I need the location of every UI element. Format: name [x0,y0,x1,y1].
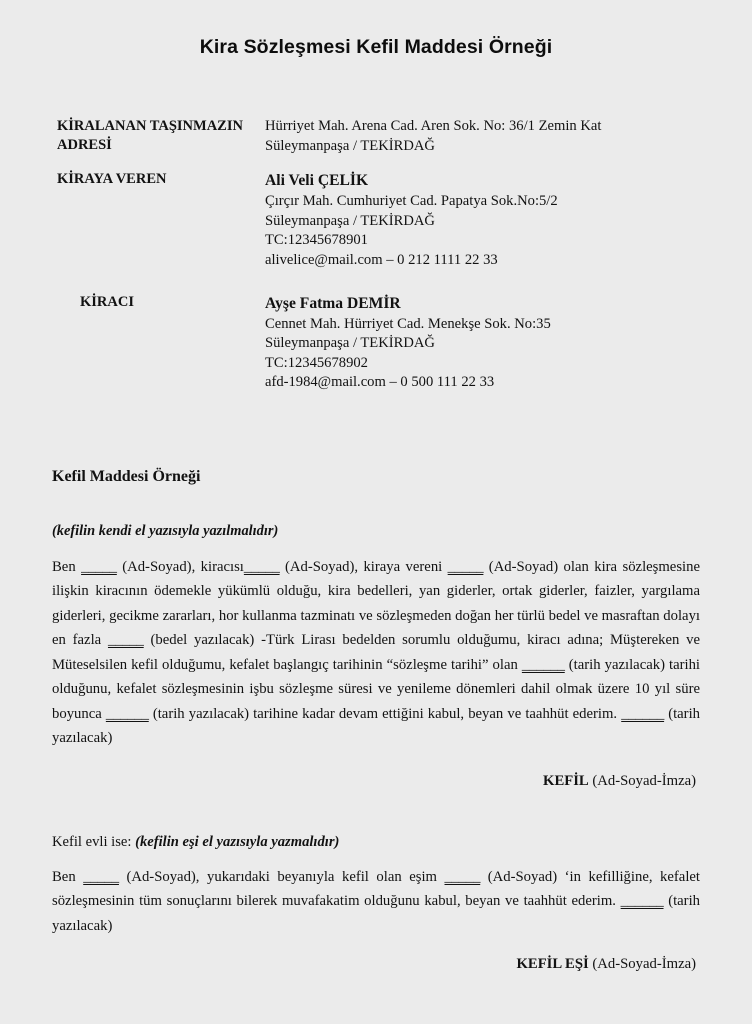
spouse-handwriting-note: (kefilin eşi el yazısıyla yazmalıdır) [135,833,340,850]
fill-in-blank: _____ [447,558,484,575]
party-row-property-address [50,117,702,156]
fill-in-blank: ______ [621,705,665,722]
party-row-tenant [50,293,702,393]
party-label-property-address: KİRALANAN TAŞINMAZIN ADRESİ [57,118,243,153]
spouse-section-intro [50,834,702,851]
tenant-address-line: Süleymanpaşa / TEKİRDAĞ [265,335,435,352]
party-label-landlord: KİRAYA VEREN [57,171,167,188]
section-heading-guarantor: Kefil Maddesi Örneği [52,467,201,485]
tenant-contact: afd-1984@mail.com – 0 500 111 22 33 [265,374,495,391]
fill-in-blank: ______ [105,705,149,722]
spouse-signature-hint: (Ad-Soyad-İmza) [588,956,696,973]
party-value-property-address [265,117,702,156]
guarantor-clause-paragraph: Ben _____ (Ad-Soyad), kiracısı_____ (Ad-Soyad), kiraya vereni _____ (Ad-Soyad) olan kira sözleşmesine ilişkin kiracının ödemekle yükümlü olduğu, kira bedelleri, yan giderler, ortak giderler, faizler, yargılama giderleri, gecikme zararları, hor kullanma tazminatı ve sözleşmeden doğan her türlü bedel ve masraftan dolayı en fazla _____ (bedel yazılacak) -Türk Lirası bedelden sorumlu olduğumu, kiracı adına; Müştereken ve Müteselsilen kefil olduğumu, kefalet başlangıç tarihinin “sözleşme tarihi” olan ______ (tarih yazılacak) tarihi olduğunu, kefalet sözleşmesinin işbu sözleşme süresi ve yenileme dönemleri dahil olmak üzere 10 yıl süre boyunca ______ (tarih yazılacak) tarihine kadar devam ettiğini kabul, beyan ve taahhüt ederim. ______ (tarih yazılacak) [52,558,700,747]
landlord-contact: alivelice@mail.com – 0 212 1111 22 33 [265,251,498,268]
party-value-tenant [265,293,702,393]
landlord-address-line: Çırçır Mah. Cumhuriyet Cad. Papatya Sok.No:5/2 [265,193,558,210]
address-line: Süleymanpaşa / TEKİRDAĞ [265,137,435,154]
tenant-address-line: Cennet Mah. Hürriyet Cad. Menekşe Sok. No:35 [265,315,551,332]
page-title: Kira Sözleşmesi Kefil Maddesi Örneği [199,36,553,58]
guarantor-signature-line [50,773,702,790]
party-value-landlord [265,170,702,270]
address-line: Hürriyet Mah. Arena Cad. Aren Sok. No: 36/1 Zemin Kat [265,118,602,134]
fill-in-blank: ______ [521,656,565,673]
landlord-tc-number: TC:12345678901 [265,232,368,249]
fill-in-blank: _____ [81,558,117,575]
guarantor-signature-hint: (Ad-Soyad-İmza) [588,772,696,789]
landlord-address-line: Süleymanpaşa / TEKİRDAĞ [265,212,435,229]
spouse-intro-plain: Kefil evli ise: [52,833,136,850]
tenant-name: Ayşe Fatma DEMİR [265,294,401,312]
guarantor-handwriting-note: (kefilin kendi el yazısıyla yazılmalıdır) [52,522,279,539]
spouse-signature-label: KEFİL EŞİ [516,956,589,973]
party-row-landlord [50,170,702,270]
fill-in-blank: _____ [243,558,280,575]
fill-in-blank: _____ [444,868,481,885]
fill-in-blank: ______ [620,893,664,910]
spouse-consent-paragraph: Ben _____ (Ad-Soyad), yukarıdaki beyanıyla kefil olan eşim _____ (Ad-Soyad) ‘in kefilliğine, kefalet sözleşmesinin tüm sonuçlarını bilerek muvafakatim olduğunu kabul, beyan ve taahhüt ederim. ______ (tarih yazılacak) [52,868,700,934]
fill-in-blank: _____ [107,632,144,649]
fill-in-blank: _____ [83,868,119,885]
landlord-name: Ali Veli ÇELİK [265,172,369,190]
guarantor-signature-label: KEFİL [543,772,589,789]
spouse-signature-line [50,956,702,973]
party-label-tenant: KİRACI [80,293,134,310]
tenant-tc-number: TC:12345678902 [265,354,368,371]
parties-block [50,117,702,393]
